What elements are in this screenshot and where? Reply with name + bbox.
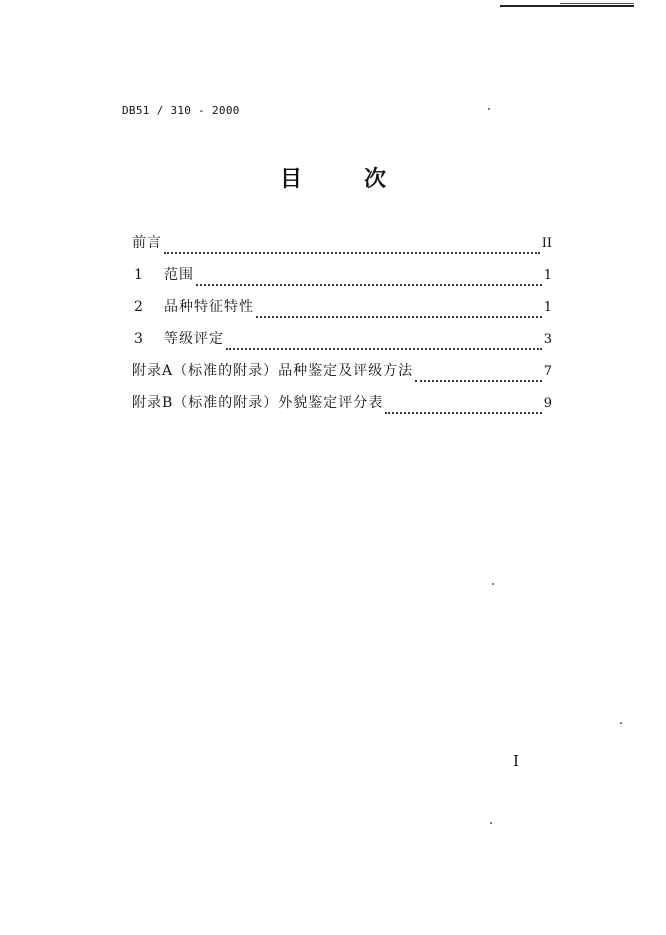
toc-leader-dots (196, 283, 542, 286)
toc-leader-dots (385, 411, 541, 414)
toc-label: 品种特征特性 (164, 299, 254, 315)
toc-entry-foreword[interactable] (132, 232, 552, 264)
top-rule (500, 5, 634, 7)
page-number: I (513, 752, 519, 770)
scan-speck (490, 822, 492, 824)
toc-section-number: 1 (134, 267, 143, 283)
toc-leader-dots (226, 347, 542, 350)
toc-entry-appendix-b[interactable] (132, 392, 552, 424)
toc-entry-characteristics[interactable] (132, 296, 552, 328)
scan-speck (488, 108, 490, 110)
toc-page-number: 1 (543, 300, 552, 315)
title-char-2: 次 (364, 167, 387, 192)
page-title (0, 162, 666, 193)
toc-leader-dots (415, 379, 542, 382)
toc-entry-scope[interactable] (132, 264, 552, 296)
toc-label: 范围 (164, 267, 194, 283)
toc-label: 附录A（标准的附录）品种鉴定及评级方法 (132, 363, 414, 379)
toc-page-number: 1 (543, 268, 552, 283)
top-rule-thin (560, 3, 634, 4)
toc-section-number: 3 (134, 331, 143, 347)
toc-leader-dots (256, 315, 542, 318)
toc-entry-grading[interactable] (132, 328, 552, 360)
toc-section-number: 2 (134, 299, 143, 315)
scan-speck (492, 583, 494, 585)
toc-page-number: II (541, 236, 552, 251)
toc-leader-dots (164, 251, 540, 254)
toc-label: 等级评定 (164, 331, 224, 347)
toc-page-number: 3 (543, 332, 552, 347)
toc-entry-appendix-a[interactable] (132, 360, 552, 392)
toc-label: 前言 (132, 235, 162, 251)
table-of-contents (132, 232, 552, 424)
toc-page-number: 9 (543, 396, 552, 411)
toc-label: 附录B（标准的附录）外貌鉴定评分表 (132, 395, 384, 411)
scan-speck (620, 722, 622, 724)
document-id: DB51 / 310 - 2000 (122, 104, 240, 117)
title-char-1: 目 (279, 167, 302, 192)
toc-page-number: 7 (543, 364, 552, 379)
